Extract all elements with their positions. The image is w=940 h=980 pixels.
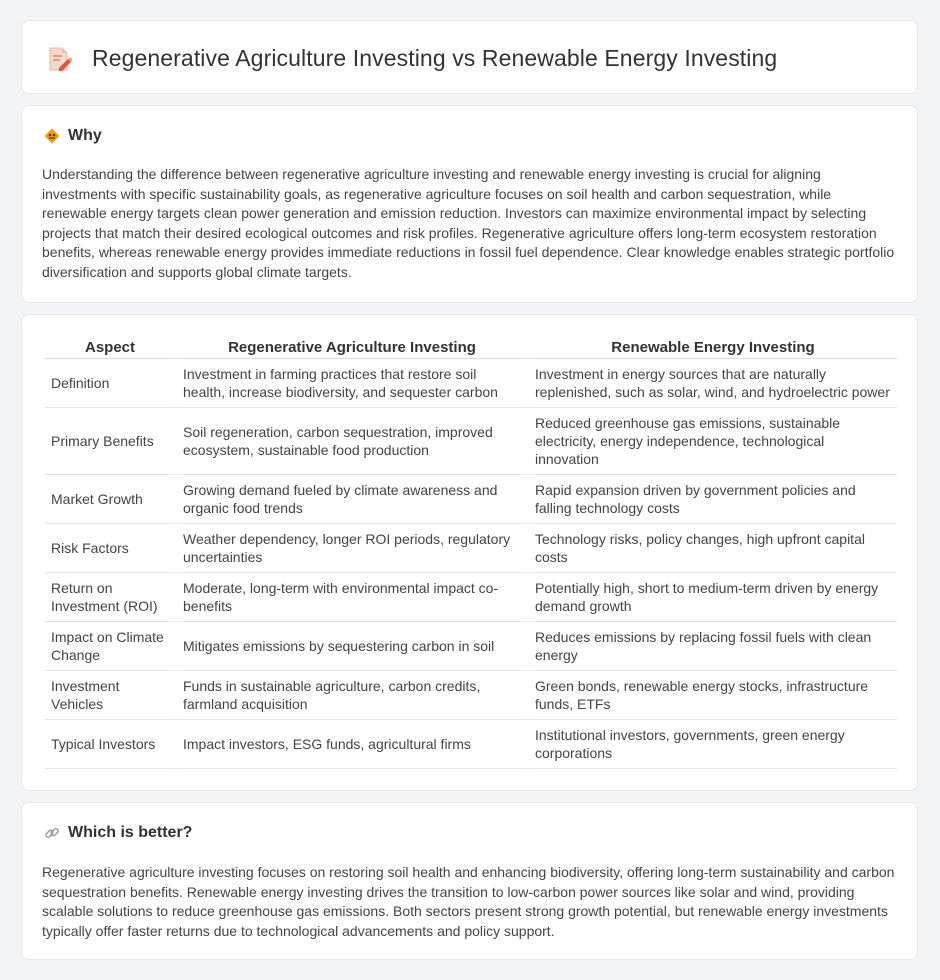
aspect-cell: Typical Investors — [45, 720, 175, 769]
why-header — [44, 127, 102, 145]
page-title: Regenerative Agriculture Investing vs Renewable Energy Investing — [92, 45, 778, 71]
renewable-cell: Reduces emissions by replacing fossil fuels with clean energy — [529, 622, 897, 671]
aspect-cell: Investment Vehicles — [45, 671, 175, 720]
regenerative-cell: Funds in sustainable agriculture, carbon credits, farmland acquisition — [177, 671, 527, 720]
table-row — [45, 671, 897, 720]
renewable-cell: Technology risks, policy changes, high upfront capital costs — [529, 524, 897, 573]
better-heading: Which is better? — [68, 824, 193, 841]
comparison-table — [43, 337, 899, 769]
why-text: Understanding the difference between regenerative agriculture investing and renewable energy investing is crucial for aligning investments with specific sustainability goals, as regenerative agriculture focuses on soil health and carbon sequestration, while renewable energy targets clean power generation and emission reduction. Investors can maximize environmental impact by selecting projects that match their desired ecological outcomes and risk profiles. Regenerative agriculture offers long-term ecosystem restoration benefits, whereas renewable energy provides immediate reductions in fossil fuel dependence. Clear knowledge enables strategic portfolio diversification and supports global climate targets. — [42, 166, 895, 280]
renewable-cell: Investment in energy sources that are naturally replenished, such as solar, wind, and hydroelectric power — [529, 359, 897, 408]
header-renewable: Renewable Energy Investing — [529, 337, 897, 359]
renewable-cell: Green bonds, renewable energy stocks, infrastructure funds, ETFs — [529, 671, 897, 720]
document-pencil-icon — [46, 46, 72, 72]
aspect-cell: Return on Investment (ROI) — [45, 573, 175, 622]
table-row — [45, 720, 897, 769]
table-header-row — [45, 337, 897, 359]
regenerative-cell: Moderate, long-term with environmental impact co-benefits — [177, 573, 527, 622]
table-row — [45, 573, 897, 622]
renewable-cell: Institutional investors, governments, green energy corporations — [529, 720, 897, 769]
table-row — [45, 622, 897, 671]
renewable-cell: Potentially high, short to medium-term driven by energy demand growth — [529, 573, 897, 622]
regenerative-cell: Impact investors, ESG funds, agricultural firms — [177, 720, 527, 769]
table-row — [45, 408, 897, 475]
which-is-better-card — [21, 802, 918, 960]
regenerative-cell: Investment in farming practices that restore soil health, increase biodiversity, and sequester carbon — [177, 359, 527, 408]
aspect-cell: Impact on Climate Change — [45, 622, 175, 671]
why-card — [21, 105, 918, 303]
link-icon — [44, 825, 60, 841]
regenerative-cell: Mitigates emissions by sequestering carbon in soil — [177, 622, 527, 671]
title-card — [21, 20, 918, 94]
aspect-cell: Definition — [45, 359, 175, 408]
table-row — [45, 359, 897, 408]
comparison-table-card — [21, 314, 918, 791]
diamond-sign-icon — [44, 128, 60, 144]
regenerative-cell: Weather dependency, longer ROI periods, regulatory uncertainties — [177, 524, 527, 573]
aspect-cell: Risk Factors — [45, 524, 175, 573]
renewable-cell: Rapid expansion driven by government policies and falling technology costs — [529, 475, 897, 524]
aspect-cell: Market Growth — [45, 475, 175, 524]
better-header — [44, 824, 192, 842]
why-heading: Why — [68, 127, 102, 144]
better-text: Regenerative agriculture investing focuses on restoring soil health and enhancing biodiversity, offering long-term sustainability and carbon sequestration benefits. Renewable energy investing drives the transition to low-carbon power sources like solar and wind, providing scalable solutions to reduce greenhouse gas emissions. Both sectors present strong growth potential, but renewable energy investments typically offer faster returns due to technological advancements and policy support. — [42, 864, 895, 939]
header-regenerative: Regenerative Agriculture Investing — [177, 337, 527, 359]
aspect-cell: Primary Benefits — [45, 408, 175, 475]
regenerative-cell: Growing demand fueled by climate awareness and organic food trends — [177, 475, 527, 524]
table-row — [45, 524, 897, 573]
title-row — [46, 45, 777, 72]
regenerative-cell: Soil regeneration, carbon sequestration, improved ecosystem, sustainable food production — [177, 408, 527, 475]
header-aspect: Aspect — [45, 337, 175, 359]
table-row — [45, 475, 897, 524]
renewable-cell: Reduced greenhouse gas emissions, sustainable electricity, energy independence, technological innovation — [529, 408, 897, 475]
